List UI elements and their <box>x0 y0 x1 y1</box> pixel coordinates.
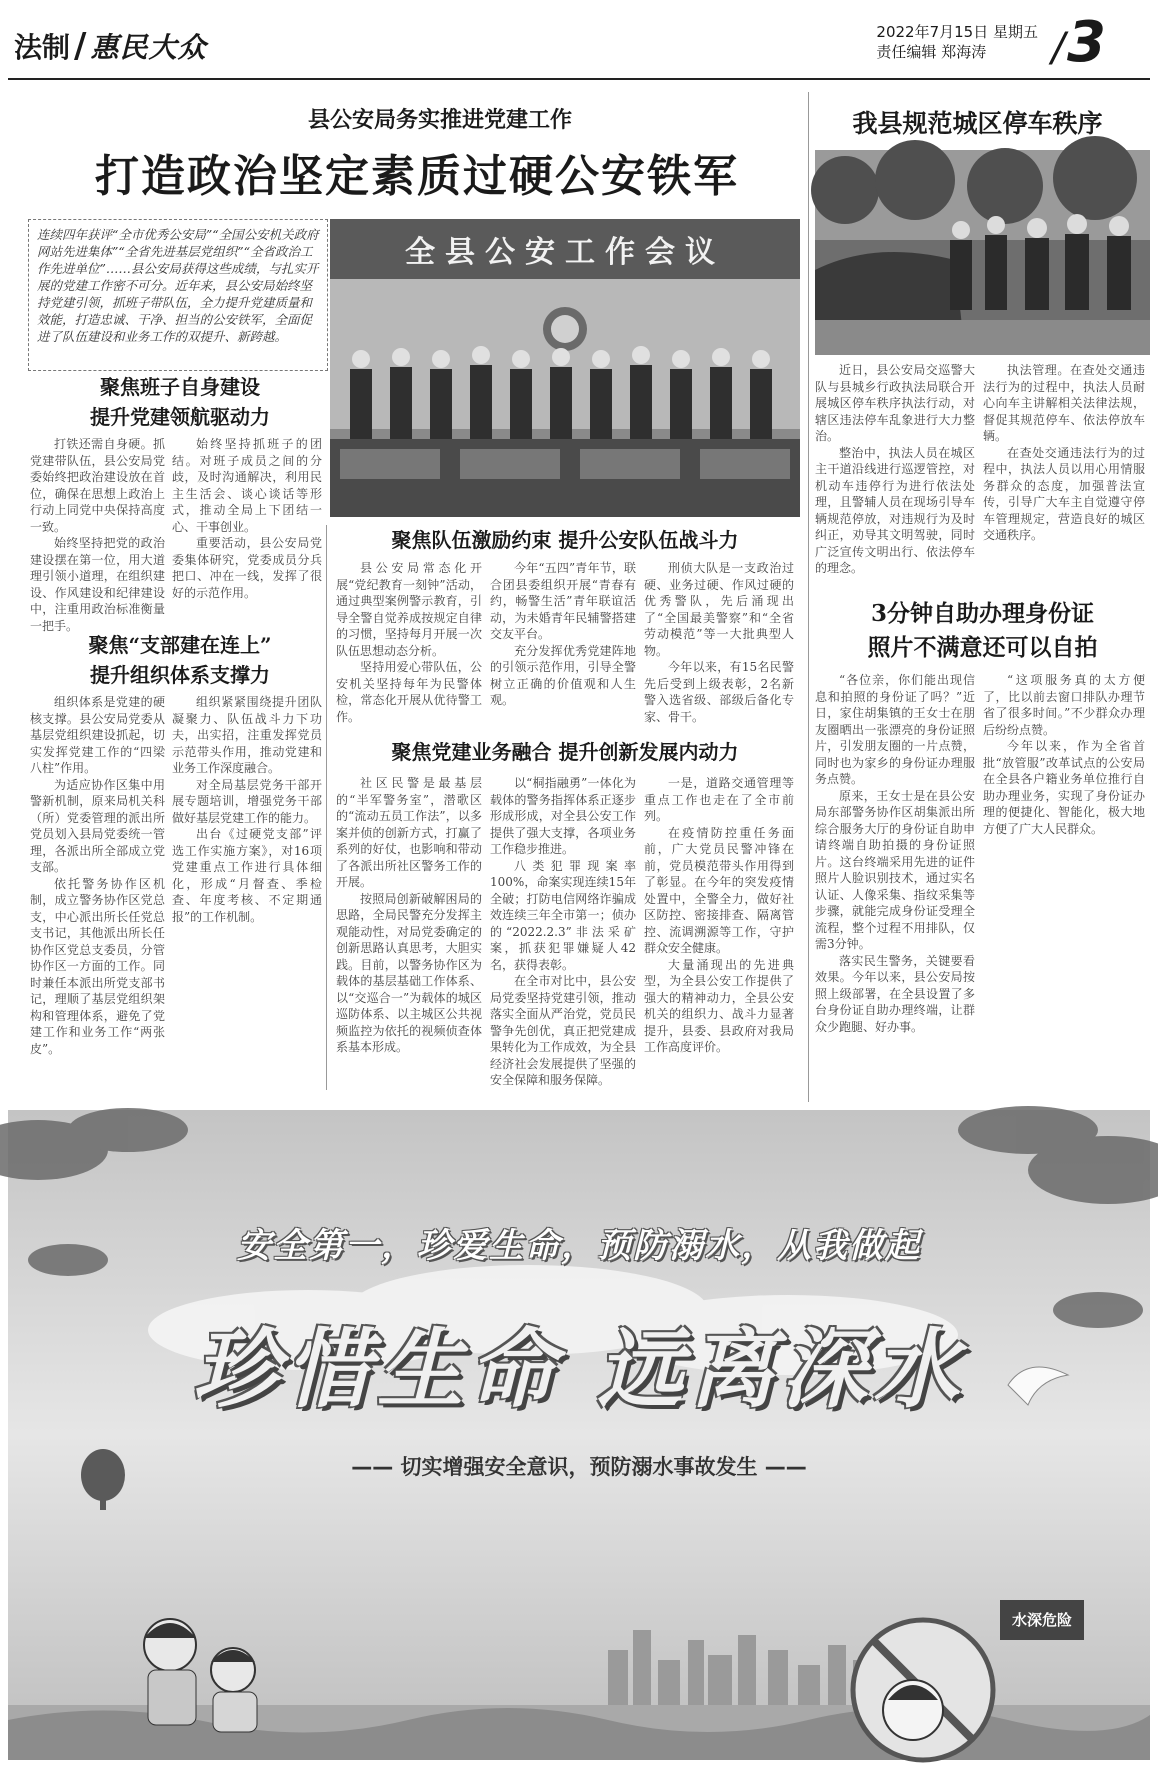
intro-box: 连续四年获评“全市优秀公安局”“全国公安机关政府网站先进集体”“全省先进基层党组织”“全省政治工作先进单位”……县公安局获得这些成绩，与扎实开展的党建工作密不可分。近年来，县公安局始终坚持党建引领，抓班子带队伍，全力提升党建质量和效能，打造忠诚、干净、担当的公安铁军，全面促进了队伍建设和业务工作的双提升、新跨越。 <box>28 219 328 371</box>
section1-col2: 始终坚持抓班子的团结。对班子成员之间的分歧，及时沟通解决，利用民主生活会、谈心谈话等形式，推动全局上下团结一心、干事创业。 重要活动，县公安局党委集体研究，党委成员分兵把口、冲在一线，发挥了很好的示范作用。 <box>172 437 322 600</box>
editor-line: 责任编辑 郑海涛 <box>876 43 987 61</box>
idphoto-title: 3分钟自助办理身份证 照片不满意还可以自拍 <box>867 600 1098 661</box>
parking-photo-image <box>815 150 1150 355</box>
section1-title: 聚焦班子自身建设 提升党建领航驱动力 <box>90 375 270 429</box>
section4-col3: 一是，道路交通管理等重点工作也走在了全市前列。 在疫情防控重任务面前，广大党员民警冲锋在前，党员模范带头作用得到了彰显。在今年的突发疫情处置中，全警全力，做好社区防控、密接排查、隔离管控、流调溯源等工作，守护群众安全健康。 大量涌现出的先进典型，为全县公安工作提供了强大的精神动力，全县公安机关的组织力、战斗力显著提升，县委、县政府对我局工作高度评价。 <box>644 776 794 1054</box>
idphoto-col1: “各位亲，你们能出现信息和拍照的身份证了吗？”近日，家住胡集镇的王女士在朋友圈晒出一张漂亮的身份证照片，引发朋友圈的一片点赞，同时也为家乡的身份证办理服务点赞。 原来，王女士是在县公安局东部警务协作区胡集派出所综合服务大厅的身份证自助申请终端自助拍摄的身份证照片。这台终端采用先进的证件照片人脸识别技术，通过实名认证、人像采集、指纹采集等步骤，就能完成身份证受理全流程，整个过程不用排队，仅需3分钟。 落实民生警务，关键要看效果。今年以来，县公安局按照上级部署，在全县设置了多台身份证自助办理终端，让群众少跑腿、好办事。 <box>815 673 975 1034</box>
parking-article-title: 我县规范城区停车秩序 <box>852 109 1103 138</box>
masthead <box>0 0 1158 80</box>
parking-col2: 执法管理。在查处交通违法行为的过程中，执法人员耐心向车主讲解相关法律法规，督促其规范停车、依法停放车辆。 在查处交通违法行为的过程中，执法人员以用心用情服务群众的态度，加强普法宣传，引导广大车主自觉遵守停车管理规定，营造良好的城区交通秩序。 <box>983 363 1145 542</box>
banner-slogan: 安全第一，珍爱生命，预防溺水，从我做起 <box>237 1226 921 1266</box>
column-divider <box>808 92 809 1102</box>
section3-title: 聚焦队伍激励约束 提升公安队伍战斗力 <box>391 528 739 552</box>
section3-col3: 刑侦大队是一支政治过硬、业务过硬、作风过硬的优秀警队，先后涌现出了“全国最美警察”和“全省劳动模范”等一大批典型人物。 今年以来，有15名民警先后受到上级表彰，2名新警入选省级、部级后备化专家、骨干。 <box>644 561 794 724</box>
section4-title: 聚焦党建业务融合 提升创新发展内动力 <box>391 740 739 764</box>
section-label: 法制 <box>14 31 71 64</box>
banner-illustration <box>8 1110 1150 1760</box>
main-article-kicker: 县公安局务实推进党建工作 <box>307 107 572 133</box>
header-rule <box>8 78 1150 80</box>
banner-main-title: 珍惜生命 远离深水 <box>193 1320 965 1420</box>
meeting-photo <box>330 219 800 517</box>
deep-water-warning-sign: 水深危险 <box>1000 1600 1084 1640</box>
section1-col1: 打铁还需自身硬。抓党建带队伍，县公安局党委始终把政治建设放在首位，确保在思想上政治上行动上同党中央保持高度一致。 始终坚持把党的政治建设摆在第一位，用大道理引领小道理，在组织建设、作风建设和纪律建设中，注重用政治标准衡量一把手。 <box>30 437 165 633</box>
section3-col2: 今年“五四”青年节，联合团县委组织开展“青春有约，畅警生活”青年联谊活动，为未婚青年民辅警搭建交友平台。 充分发挥优秀党建阵地的引领示范作用，引导全警树立正确的价值观和人生观。 <box>490 561 636 707</box>
meeting-banner-text: 全县公安工作会议 <box>405 235 725 270</box>
header-meta <box>876 22 1038 62</box>
drowning-prevention-banner <box>8 1110 1150 1760</box>
brand-logo-text: 惠民大众 <box>90 31 207 64</box>
section4-col1: 社区民警是最基层的“半军警务室”，潜歌区的“流动五员工作法”，以多案并侦的创新方式，打赢了系列的好仗，也影响和带动了各派出所社区警务工作的开展。 按照局创新破解困局的思路，全局民警充分发挥主观能动性，对局党委确定的创新思路认真思考，大胆实践。目前，以警务协作区为载体的基层基础工作体系、以“交巡合一”为载体的城区巡防体系、以主城区公共视频监控为依托的视频侦查体系基本形成。 <box>336 776 482 1054</box>
banner-subtitle: —— 切实增强安全意识，预防溺水事故发生 —— <box>351 1455 807 1479</box>
parking-photo <box>815 150 1150 355</box>
parking-col1: 近日，县公安局交巡警大队与县城乡行政执法局联合开展城区停车秩序执法行动，对辖区违法停车乱象进行大力整治。 整治中，执法人员在城区主干道沿线进行巡逻管控，对机动车违停行为进行依法处理，且警辅人员在现场引导车辆规范停放，对违规行为及时纠正，劝导其文明驾驶，同时广泛宣传文明出行、依法停车的理念。 <box>815 363 975 575</box>
section2-title: 聚焦“支部建在连上” 提升组织体系支撑力 <box>88 633 272 687</box>
section2-col2: 组织紧紧围绕提升团队凝聚力、队伍战斗力下功夫，出实招，注重发挥党员示范带头作用，推动党建和业务工作深度融合。 对全局基层党务干部开展专题培训，增强党务干部做好基层党建工作的能力。 出台《过硬党支部”评选工作实施方案》，对16项党建重点工作进行具体细化，形成“月督查、季检查、年度考核、不定期通报”的工作机制。 <box>172 695 322 924</box>
section4-col2: 以“桐指融勇”一体化为载体的警务指挥体系正逐步形成形成，对全县公安工作提供了强大支撑，各项业务工作稳步推进。 八类犯罪现案率100%，命案实现连续15年全破；打防电信网络诈骗成效连续三年全市第一；侦办的“2022.2.3”非法采矿案，抓获犯罪嫌疑人42名，获得表彰。 在全市对比中，县公安局党委坚持党建引领，推动落实全面从严治党，党员民警争先创优，真正把党建成果转化为工作成效，为全县经济社会发展提供了坚强的安全保障和服务保障。 <box>490 776 636 1087</box>
section3-col1: 县公安局常态化开展“党纪教育一刻钟”活动，通过典型案例警示教育，引导全警自觉养成按规定自律的习惯，坚持每月开展一次队伍思想动态分析。 坚持用爱心带队伍，公安机关坚持每年为民警体检，常态化开展从优待警工作。 <box>336 561 482 724</box>
section2-col1: 组织体系是党建的硬核支撑。县公安局党委从基层党组织建设抓起，切实发挥党建工作的“四梁八柱”作用。 为适应协作区集中用警新机制，原来局机关科（所）党委管理的派出所党员划入县局党委统一管理，各派出所全部成立党支部。 依托警务协作区机制，成立警务协作区党总支，中心派出所长任党总支书记，其他派出所长任协作区党总支委员，分管协作区一方面的工作。同时兼任本派出所党支部书记，理顺了基层党组织架构和管理体系，避免了党建工作和业务工作“两张皮”。 <box>30 695 165 1056</box>
main-article-headline: 打造政治坚定素质过硬公安铁军 <box>95 151 739 202</box>
inner-divider <box>326 525 327 1090</box>
idphoto-col2: “这项服务真的太方便了，比以前去窗口排队办理节省了很多时间。”不少群众办理后纷纷点赞。 今年以来，作为全省首批“放管服”改革试点的公安局在全县各户籍业务单位推行自助办理业务，实现了身份证办理的便捷化、智能化，极大地方便了广大人民群众。 <box>983 673 1145 836</box>
section-name: 法制 / 惠民大众 <box>14 26 207 66</box>
date-line: 2022年7月15日 星期五 <box>876 23 1038 41</box>
page-number: /3 <box>1051 10 1106 75</box>
